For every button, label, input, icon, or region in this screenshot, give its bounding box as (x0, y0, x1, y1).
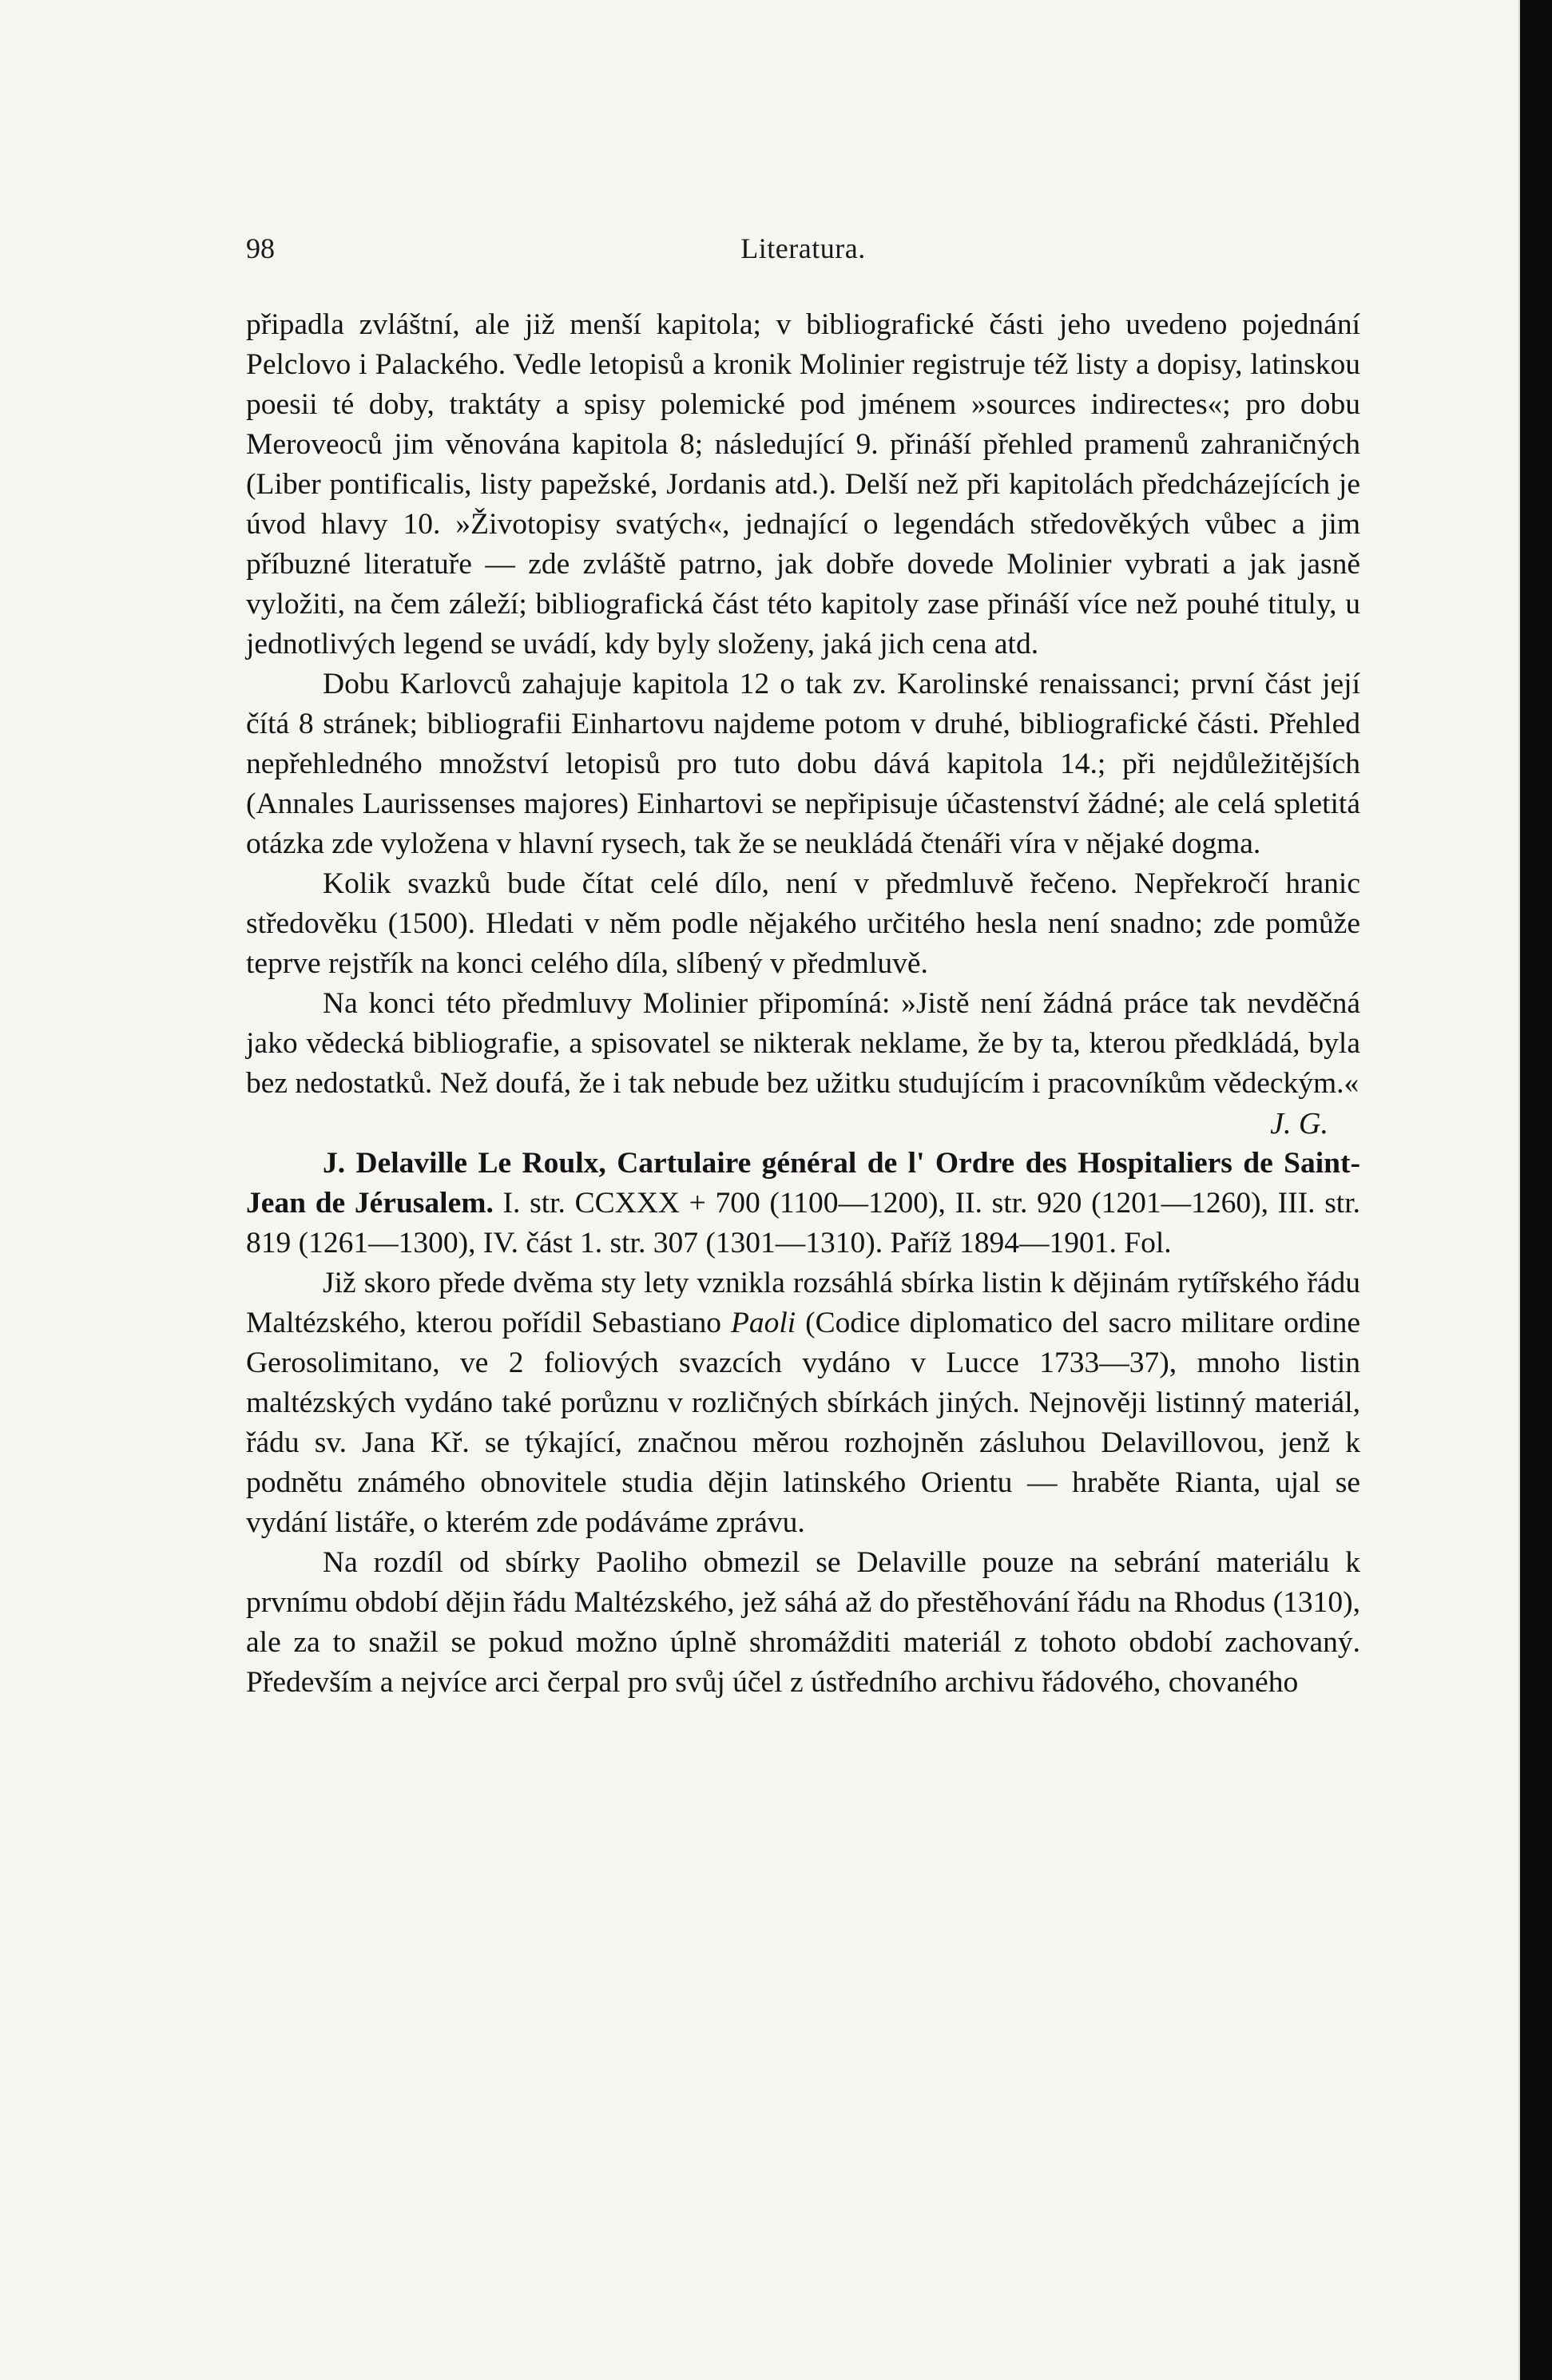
author-signature: J. G. (1270, 1107, 1328, 1140)
review-title: Cartulaire général de l' Ordre des Hospitaliers de Saint-Jean de Jérusalem. (246, 1147, 1360, 1220)
paragraph (246, 1263, 1360, 1543)
paragraph: Na rozdíl od sbírky Paoliho obmezil se Delaville pouze na sebrání materiálu k prvnímu období dějin řádu Maltézského, jež sáhá až do přestěhování řádu na Rhodus (1310), ale za to snažil se pokud možno úplně shromážditi materiál z tohoto období zachovaný. Především a nejvíce arci čerpal pro svůj účel z ústředního archivu řádového, chovaného (246, 1546, 1360, 1699)
paragraph: Na konci této předmluvy Molinier připomíná: »Jistě není žádná práce tak nevděčná jako vědecká bibliografie, a spisovatel se nikterak neklame, že by ta, kterou předkládá, byla bez nedostatků. Než doufá, že i tak nebude bez užitku studujícím i pracovníkům vědeckým.« (246, 987, 1360, 1100)
scan-edge (1520, 0, 1552, 2380)
page-header (246, 228, 1360, 268)
review-details: I. str. CCXXX + 700 (1100—1200), II. str. 920 (1201—1260), III. str. 819 (1261—1300), IV. část 1. str. 307 (1301—1310). Paříž 1894—1901. Fol. (246, 1187, 1361, 1259)
paragraph: Kolik svazků bude čítat celé dílo, není v předmluvě řečeno. Nepřekročí hranic středověku (1500). Hledati v něm podle nějakého určitého hesla není snadno; zde pomůže teprve rejstřík na konci celého díla, slíbený v předmluvě. (246, 867, 1360, 980)
paragraph-part: (Codice diplomatico del sacro militare ordine Gerosolimitano, ve 2 foliových svazcích vydáno v Lucce 1733—37), mnoho listin maltézských vydáno také porůznu v rozličných sbírkách jiných. Nejnověji listinný materiál, řádu sv. Jana Kř. se týkající, značnou měrou rozhojněn zásluhou Delavillovou, jenž k podnětu známého obnovitele studia dějin latinského Orientu — hraběte Rianta, ujal se vydání listáře, o kterém zde podáváme zprávu. (246, 1307, 1360, 1539)
paragraph: Dobu Karlovců zahajuje kapitola 12 o tak zv. Karolinské renaissanci; první část její čítá 8 stránek; bibliografii Einhartovu najdeme potom v druhé, bibliografické části. Přehled nepřehledného množství letopisů pro tuto dobu dává kapitola 14.; při nejdůležitějších (Annales Laurissenses majores) Einhartovi se nepřipisuje účastenství žádné; ale celá spletitá otázka zde vyložena v hlavní rysech, tak že se neukládá čtenáři víra v nějaké dogma. (246, 668, 1360, 860)
review-heading (246, 1144, 1360, 1263)
paragraph-part: Již skoro přede dvěma sty lety vznikla rozsáhlá sbírka listin k dějinám rytířského řádu Maltézského, kterou pořídil Sebastiano (246, 1267, 1360, 1339)
page-number: 98 (246, 232, 275, 264)
paragraph: připadla zvláštní, ale již menší kapitola; v bibliografické části jeho uvedeno pojednání Pelclovo i Palackého. Vedle letopisů a kronik Molinier registruje též listy a dopisy, latinskou poesii té doby, traktáty a spisy polemické pod jménem »sources indirectes«; pro dobu Meroveoců jim věnována kapitola 8; následující 9. přináší přehled pramenů zahraničných (Liber pontificalis, listy papežské, Jordanis atd.). Delší než při kapitolách předcházejících je úvod hlavy 10. »Životopisy svatých«, jednající o legendách středověkých vůbec a jim příbuzné literatuře — zde zvláště patrno, jak dobře dovede Molinier vybrati a jak jasně vyložiti, na čem záleží; bibliografická část této kapitoly zase přináší více než pouhé tituly, u jednotlivých legend se uvádí, kdy byly složeny, jaká jich cena atd. (246, 308, 1360, 660)
italic-name: Paoli (730, 1307, 796, 1339)
running-head: Literatura. (740, 232, 866, 264)
review-author: J. Delaville Le Roulx, (323, 1147, 606, 1180)
body-text (246, 305, 1360, 1703)
